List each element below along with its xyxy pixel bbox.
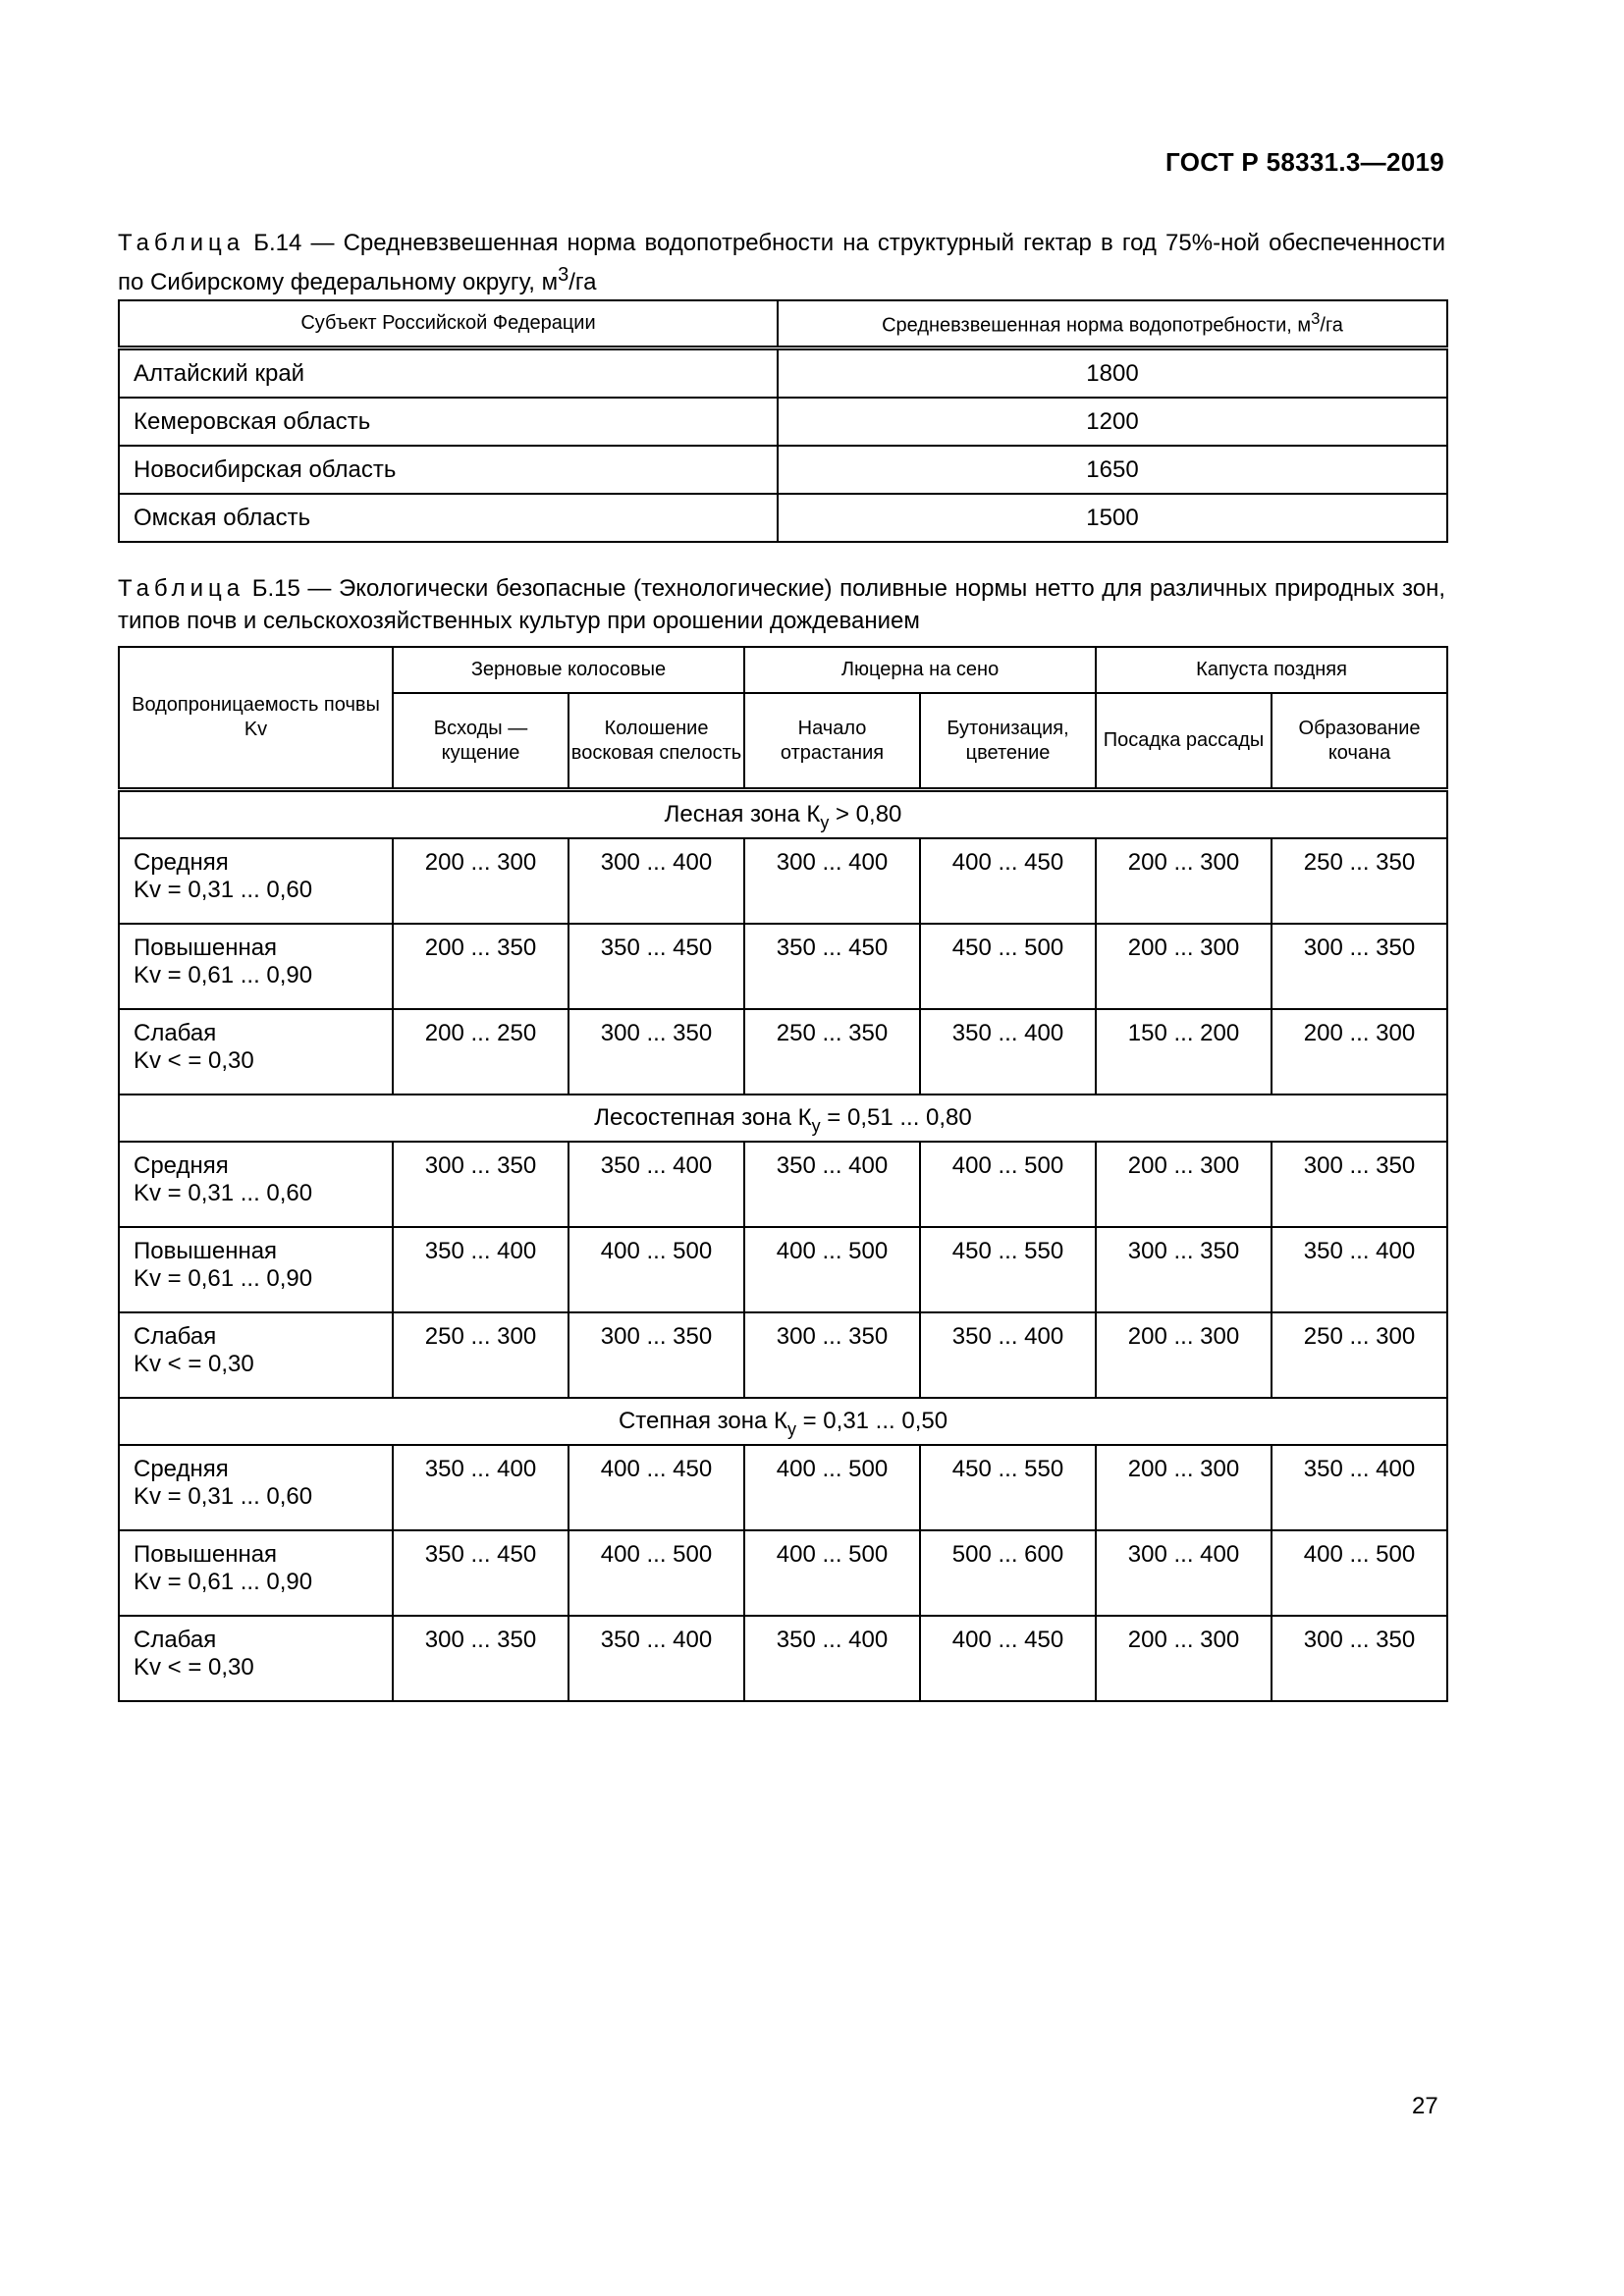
soil-cell [119, 1009, 393, 1095]
subheader-budding: Бутонизация, цветение [920, 693, 1096, 790]
norm-cell: 350 ... 450 [393, 1530, 568, 1616]
norm-cell: 350 ... 400 [920, 1009, 1096, 1095]
soil-type: Средняя [134, 1152, 229, 1179]
soil-cell [119, 1616, 393, 1701]
soil-type: Средняя [134, 1456, 229, 1482]
subheader-heading: Колошение восковая спелость [568, 693, 744, 790]
table-row [119, 446, 1447, 494]
norm-cell: 350 ... 400 [393, 1445, 568, 1530]
standard-header: ГОСТ Р 58331.3—2019 [1165, 147, 1444, 177]
norm-cell: 300 ... 350 [393, 1142, 568, 1227]
region-name: Алтайский край [119, 348, 778, 399]
norm-cell: 350 ... 400 [568, 1616, 744, 1701]
zone-title-post: = 0,31 ... 0,50 [795, 1408, 948, 1434]
table-row [119, 348, 1447, 399]
norm-cell: 350 ... 400 [568, 1142, 744, 1227]
norm-value: 1200 [778, 398, 1447, 446]
zone-title-sub: у [811, 1116, 821, 1136]
norm-cell: 300 ... 350 [1272, 1142, 1447, 1227]
soil-type: Повышенная [134, 1238, 278, 1264]
norm-cell: 200 ... 300 [1272, 1009, 1447, 1095]
norm-cell: 400 ... 500 [920, 1142, 1096, 1227]
norm-cell: 350 ... 400 [393, 1227, 568, 1312]
soil-kv: Kv < = 0,30 [134, 1351, 254, 1377]
column-header-norm-text: Средневзвешенная норма водопотребности, м [882, 314, 1312, 337]
soil-kv: Kv = 0,61 ... 0,90 [134, 1265, 313, 1292]
norm-cell: 350 ... 450 [568, 924, 744, 1009]
norm-cell: 300 ... 350 [1272, 1616, 1447, 1701]
norm-cell: 200 ... 300 [1096, 1616, 1272, 1701]
zone-title-forest-steppe [119, 1095, 1447, 1142]
table-14 [118, 299, 1448, 543]
norm-cell: 350 ... 400 [1272, 1227, 1447, 1312]
norm-cell: 300 ... 350 [568, 1312, 744, 1398]
norm-cell: 250 ... 350 [1272, 838, 1447, 924]
column-header-norm [778, 300, 1447, 348]
zone-title-sub: у [786, 1419, 796, 1439]
caption-text: Б.14 — Средневзвешенная норма водопотребности на структурный гектар в год 75%-ной обеспеченности по Сибирскому федеральному округу, м [118, 230, 1446, 295]
norm-cell: 250 ... 300 [393, 1312, 568, 1398]
caption-superscript: 3 [558, 264, 569, 286]
norm-cell: 450 ... 550 [920, 1445, 1096, 1530]
table-row [119, 924, 1447, 1009]
norm-value: 1650 [778, 446, 1447, 494]
norm-cell: 250 ... 300 [1272, 1312, 1447, 1398]
soil-kv: Kv = 0,61 ... 0,90 [134, 1569, 313, 1595]
zone-title-pre: Лесостепная зона К [594, 1104, 812, 1131]
region-name: Кемеровская область [119, 398, 778, 446]
norm-cell: 200 ... 300 [393, 838, 568, 924]
table-label: Таблица [118, 575, 245, 602]
norm-cell: 450 ... 550 [920, 1227, 1096, 1312]
soil-cell [119, 1312, 393, 1398]
table-row [119, 1616, 1447, 1701]
table-row [119, 1142, 1447, 1227]
group-header-alfalfa: Люцерна на сено [744, 647, 1096, 693]
table-row [119, 1530, 1447, 1616]
zone-title-forest [119, 790, 1447, 839]
norm-cell: 300 ... 350 [568, 1009, 744, 1095]
soil-type: Средняя [134, 849, 229, 876]
table-row [119, 1445, 1447, 1530]
table-15 [118, 646, 1448, 1702]
norm-cell: 400 ... 500 [744, 1445, 920, 1530]
norm-cell: 300 ... 400 [568, 838, 744, 924]
norm-cell: 300 ... 400 [744, 838, 920, 924]
table-row [119, 1227, 1447, 1312]
soil-kv: Kv < = 0,30 [134, 1654, 254, 1681]
norm-cell: 300 ... 350 [744, 1312, 920, 1398]
norm-cell: 200 ... 300 [1096, 1445, 1272, 1530]
zone-title-pre: Лесная зона К [664, 801, 821, 828]
norm-cell: 350 ... 400 [1272, 1445, 1447, 1530]
soil-cell [119, 924, 393, 1009]
subheader-regrowth: Начало отрастания [744, 693, 920, 790]
norm-cell: 300 ... 350 [1096, 1227, 1272, 1312]
table-15-caption [118, 572, 1445, 637]
soil-kv: Kv < = 0,30 [134, 1047, 254, 1074]
soil-kv: Kv = 0,31 ... 0,60 [134, 1483, 313, 1510]
region-name: Омская область [119, 494, 778, 542]
soil-type: Слабая [134, 1627, 217, 1653]
norm-cell: 500 ... 600 [920, 1530, 1096, 1616]
zone-title-post: > 0,80 [829, 801, 902, 828]
group-header-cabbage: Капуста поздняя [1096, 647, 1447, 693]
zone-title-steppe [119, 1398, 1447, 1445]
table-row [119, 1312, 1447, 1398]
norm-cell: 250 ... 350 [744, 1009, 920, 1095]
soil-kv: Kv = 0,61 ... 0,90 [134, 962, 313, 988]
norm-cell: 400 ... 500 [568, 1530, 744, 1616]
table-row [119, 494, 1447, 542]
norm-cell: 200 ... 300 [1096, 838, 1272, 924]
zone-title-post: = 0,51 ... 0,80 [820, 1104, 972, 1131]
norm-cell: 400 ... 500 [568, 1227, 744, 1312]
table-label: Таблица [118, 230, 245, 256]
soil-kv: Kv = 0,31 ... 0,60 [134, 1180, 313, 1206]
norm-cell: 300 ... 350 [393, 1616, 568, 1701]
zone-row [119, 1095, 1447, 1142]
norm-cell: 400 ... 450 [920, 1616, 1096, 1701]
zone-title-sub: у [820, 813, 830, 832]
soil-cell [119, 1445, 393, 1530]
norm-cell: 350 ... 450 [744, 924, 920, 1009]
norm-cell: 400 ... 450 [920, 838, 1096, 924]
norm-cell: 200 ... 350 [393, 924, 568, 1009]
page-number: 27 [1412, 2093, 1438, 2119]
soil-cell [119, 1530, 393, 1616]
norm-cell: 400 ... 500 [744, 1530, 920, 1616]
soil-cell [119, 1227, 393, 1312]
caption-text: Б.15 — Экологически безопасные (технологические) поливные нормы нетто для различных природных зон, типов почв и сельскохозяйственных культур при орошении дождеванием [118, 575, 1445, 634]
norm-cell: 350 ... 400 [744, 1616, 920, 1701]
table-row [119, 398, 1447, 446]
column-header-norm-sup: 3 [1311, 309, 1321, 329]
soil-type: Слабая [134, 1323, 217, 1350]
soil-cell [119, 1142, 393, 1227]
subheader-planting: Посадка рассады [1096, 693, 1272, 790]
norm-cell: 150 ... 200 [1096, 1009, 1272, 1095]
soil-kv: Kv = 0,31 ... 0,60 [134, 877, 313, 903]
soil-type: Повышенная [134, 934, 278, 961]
norm-cell: 200 ... 300 [1096, 1142, 1272, 1227]
norm-cell: 200 ... 300 [1096, 924, 1272, 1009]
norm-value: 1500 [778, 494, 1447, 542]
group-header-grain: Зерновые колосовые [393, 647, 744, 693]
subheader-head-formation: Образование кочана [1272, 693, 1447, 790]
table-14-caption [118, 227, 1445, 298]
table-row [119, 1009, 1447, 1095]
norm-cell: 400 ... 450 [568, 1445, 744, 1530]
norm-cell: 350 ... 400 [920, 1312, 1096, 1398]
zone-title-pre: Степная зона К [618, 1408, 787, 1434]
norm-cell: 300 ... 400 [1096, 1530, 1272, 1616]
zone-row [119, 790, 1447, 839]
zone-row [119, 1398, 1447, 1445]
column-header-norm-tail: /га [1320, 314, 1343, 337]
soil-type: Повышенная [134, 1541, 278, 1568]
norm-cell: 450 ... 500 [920, 924, 1096, 1009]
column-header-subject: Субъект Российской Федерации [119, 300, 778, 348]
norm-cell: 200 ... 300 [1096, 1312, 1272, 1398]
norm-cell: 400 ... 500 [744, 1227, 920, 1312]
norm-cell: 400 ... 500 [1272, 1530, 1447, 1616]
soil-type: Слабая [134, 1020, 217, 1046]
norm-value: 1800 [778, 348, 1447, 399]
soil-cell [119, 838, 393, 924]
caption-unit-tail: /га [568, 269, 597, 295]
subheader-sprouting: Всходы — кущение [393, 693, 568, 790]
norm-cell: 300 ... 350 [1272, 924, 1447, 1009]
norm-cell: 350 ... 400 [744, 1142, 920, 1227]
region-name: Новосибирская область [119, 446, 778, 494]
column-header-soil: Водопроницаемость почвы Kv [119, 647, 393, 790]
table-row [119, 838, 1447, 924]
norm-cell: 200 ... 250 [393, 1009, 568, 1095]
